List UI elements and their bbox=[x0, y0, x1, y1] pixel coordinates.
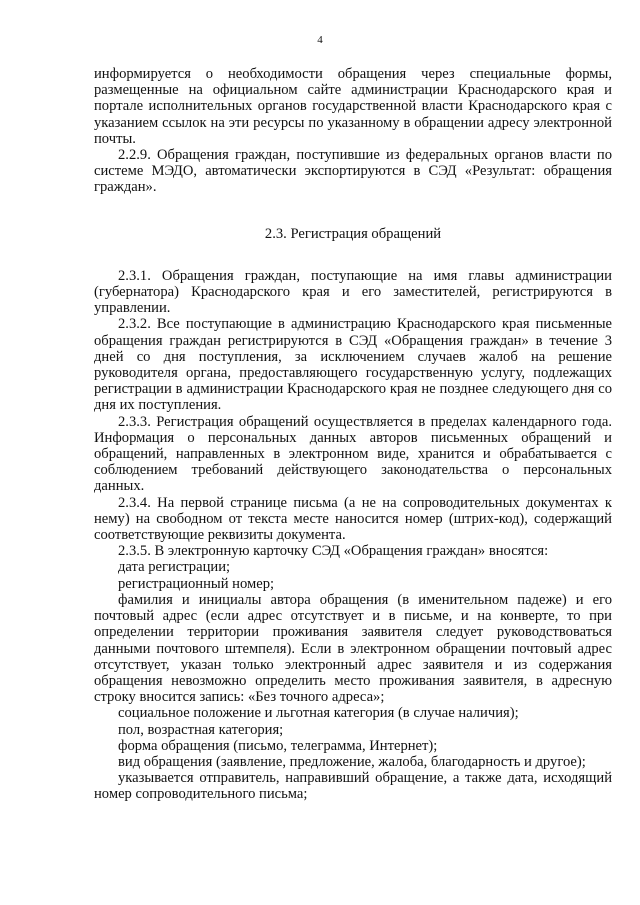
list-item-sender: указывается отправитель, направивший обращение, а также дата, исходящий номер сопроводительного письма; bbox=[94, 770, 612, 803]
paragraph-2-3-3: 2.3.3. Регистрация обращений осуществляется в пределах календарного года. Информация о персональных данных авторов письменных обращений и обращений, направленных в электронном виде, хранится и обрабатывается с соблюдением требований действующего законодательства о персональных данных. bbox=[94, 413, 612, 495]
list-item-gender-age: пол, возрастная категория; bbox=[118, 721, 284, 738]
paragraph-continuation: информируется о необходимости обращения через специальные формы, размещенные на официальном сайте администрации Краснодарского края и портале исполнительных органов государственной власти Краснодарского края с указанием ссылок на эти ресурсы по указанному в обращении адресу электронной почты. bbox=[94, 66, 612, 147]
list-item-social-status: социальное положение и льготная категория (в случае наличия); bbox=[118, 705, 519, 722]
list-item-registration-number: регистрационный номер; bbox=[118, 575, 275, 592]
section-heading: 2.3. Регистрация обращений bbox=[264, 225, 442, 242]
paragraph-2-3-5: 2.3.5. В электронную карточку СЭД «Обращения граждан» вносятся: bbox=[118, 543, 549, 560]
paragraph-2-3-4: 2.3.4. На первой странице письма (а не на сопроводительных документах к нему) на свободном от текста месте наносится номер (штрих-код), содержащий соответствующие реквизиты документа. bbox=[94, 494, 612, 544]
list-item-appeal-form: форма обращения (письмо, телеграмма, Интернет); bbox=[118, 737, 438, 754]
paragraph-2-2-9: 2.2.9. Обращения граждан, поступившие из федеральных органов власти по системе МЭДО, автоматически экспортируются в СЭД «Результат: обращения граждан». bbox=[94, 147, 612, 196]
list-item-appeal-type: вид обращения (заявление, предложение, жалоба, благодарность и другое); bbox=[118, 753, 586, 770]
document-body bbox=[94, 66, 612, 803]
paragraph-2-3-1: 2.3.1. Обращения граждан, поступающие на имя главы администрации (губернатора) Краснодарского края и его заместителей, регистрируются в управлении. bbox=[94, 267, 612, 317]
list-item-author-name-address: фамилия и инициалы автора обращения (в именительном падеже) и его почтовый адрес (если адрес отсутствует и в письме, и на конверте, то при определении территории проживания заявителя следует руководствоваться данными почтового штемпеля). Если в электронном обращении почтовый адрес отсутствует, указан только электронный адрес заявителя и из содержания обращения невозможно определить место проживания заявителя, в адресную строку вносится запись: «Без точного адреса»; bbox=[94, 591, 612, 706]
list-item-registration-date: дата регистрации; bbox=[118, 559, 231, 576]
page-number: 4 bbox=[317, 34, 323, 46]
paragraph-2-3-2: 2.3.2. Все поступающие в администрацию Краснодарского края письменные обращения граждан регистрируются в СЭД «Обращения граждан» в течение 3 дней со дня поступления, за исключением случаев жалоб на решение руководителя органа, предоставляющего государственную услугу, подлежащих регистрации в администрации Краснодарского края не позднее следующего дня со дня их поступления. bbox=[94, 316, 612, 414]
